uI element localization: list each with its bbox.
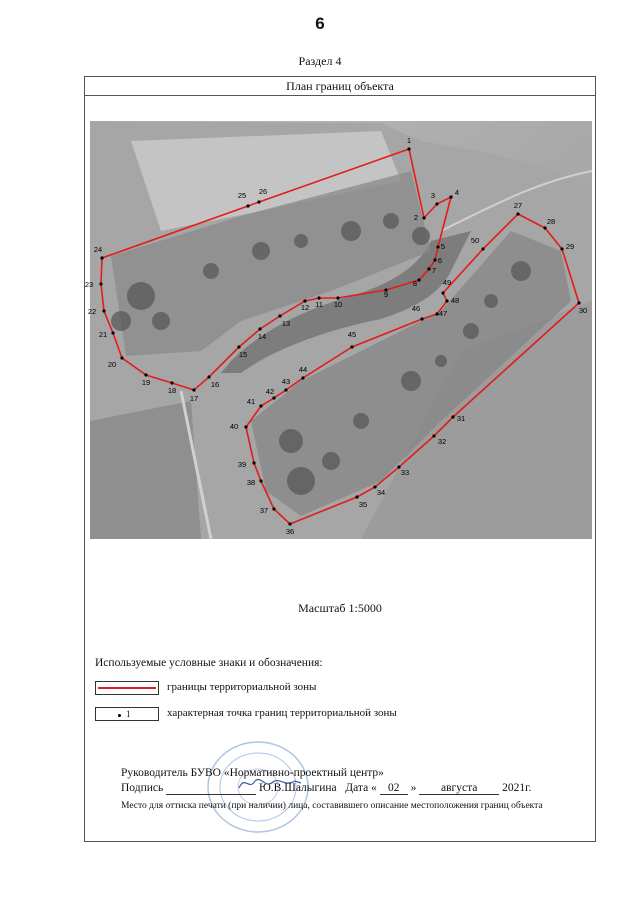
boundary-point-32 xyxy=(432,434,435,437)
boundary-point-label-35: 35 xyxy=(358,500,368,509)
boundary-point-6 xyxy=(433,258,436,261)
boundary-point-49 xyxy=(441,291,444,294)
boundary-point-label-45: 45 xyxy=(347,330,357,339)
boundary-point-42 xyxy=(272,396,275,399)
page-number: 6 xyxy=(315,14,325,33)
boundary-point-label-15: 15 xyxy=(238,350,248,359)
legend-point-sample: 1 xyxy=(126,709,131,719)
boundary-point-label-10: 10 xyxy=(333,300,343,309)
boundary-point-label-3: 3 xyxy=(430,191,436,200)
boundary-point-16 xyxy=(207,375,210,378)
boundary-point-36 xyxy=(288,522,291,525)
boundary-point-8 xyxy=(417,278,420,281)
boundary-point-label-41: 41 xyxy=(246,397,256,406)
legend-point-label: характерная точка границ территориальной зоны xyxy=(167,707,397,719)
boundary-point-50 xyxy=(481,247,484,250)
boundary-point-35 xyxy=(355,495,358,498)
boundary-point-17 xyxy=(192,388,195,391)
boundary-point-label-12: 12 xyxy=(300,303,310,312)
legend-title: Используемые условные знаки и обозначения: xyxy=(95,657,323,669)
legend-point-symbol xyxy=(95,707,159,721)
boundary-point-20 xyxy=(120,356,123,359)
boundary-point-31 xyxy=(451,415,454,418)
boundary-point-label-13: 13 xyxy=(281,319,291,328)
plan-title: План границ объекта xyxy=(85,77,595,96)
boundary-point-label-21: 21 xyxy=(98,330,108,339)
point-dot-icon xyxy=(118,714,121,717)
boundary-point-label-37: 37 xyxy=(259,506,269,515)
boundary-point-45 xyxy=(350,345,353,348)
signature-head: Руководитель БУВО «Нормативно-проектный центр» xyxy=(121,767,384,779)
date-label: Дата « xyxy=(345,782,377,794)
boundary-point-46 xyxy=(420,317,423,320)
stamp-note: Место для оттиска печати (при наличии) лица, составившего описание местоположения границ объекта xyxy=(121,801,543,811)
boundary-point-13 xyxy=(278,314,281,317)
boundary-point-label-46: 46 xyxy=(411,304,421,313)
boundary-point-5 xyxy=(436,245,439,248)
boundary-point-2 xyxy=(422,216,425,219)
boundary-point-48 xyxy=(445,299,448,302)
boundary-point-15 xyxy=(237,345,240,348)
boundary-point-label-8: 8 xyxy=(412,279,418,288)
boundary-point-14 xyxy=(258,327,261,330)
handwritten-signature xyxy=(235,773,305,793)
boundary-point-29 xyxy=(560,247,563,250)
boundary-point-40 xyxy=(244,425,247,428)
boundary-point-label-31: 31 xyxy=(456,414,466,423)
date-year: 2021г. xyxy=(502,782,532,794)
map-scale: Масштаб 1:5000 xyxy=(298,601,382,615)
boundary-point-4 xyxy=(449,195,452,198)
boundary-point-label-14: 14 xyxy=(257,332,267,341)
boundary-point-22 xyxy=(102,309,105,312)
boundary-point-label-20: 20 xyxy=(107,360,117,369)
date-month: августа xyxy=(419,782,499,795)
boundary-point-label-16: 16 xyxy=(210,380,220,389)
legend-boundary-symbol xyxy=(95,681,159,695)
boundary-point-18 xyxy=(170,381,173,384)
boundary-point-label-24: 24 xyxy=(93,245,103,254)
boundary-point-label-34: 34 xyxy=(376,488,386,497)
signer-name: Ю.В.Шалыгина xyxy=(258,782,337,794)
boundary-point-7 xyxy=(427,267,430,270)
boundary-point-label-22: 22 xyxy=(87,307,97,316)
boundary-point-label-4: 4 xyxy=(454,188,460,197)
legend-boundary-label: границы территориальной зоны xyxy=(167,681,317,693)
boundary-point-label-5: 5 xyxy=(440,242,446,251)
boundary-point-label-2: 2 xyxy=(413,213,419,222)
boundary-point-37 xyxy=(272,507,275,510)
boundary-point-28 xyxy=(543,226,546,229)
boundary-point-44 xyxy=(301,376,304,379)
boundary-point-label-36: 36 xyxy=(285,527,295,536)
boundary-point-label-6: 6 xyxy=(437,256,443,265)
boundary-point-label-19: 19 xyxy=(141,378,151,387)
boundary-point-27 xyxy=(516,212,519,215)
boundary-point-label-25: 25 xyxy=(237,191,247,200)
boundary-point-label-50: 50 xyxy=(470,236,480,245)
aerial-map xyxy=(84,121,592,539)
boundary-point-label-47: 47 xyxy=(438,309,448,318)
boundary-point-38 xyxy=(259,479,262,482)
signature-line xyxy=(121,782,531,795)
boundary-point-label-29: 29 xyxy=(565,242,575,251)
boundary-point-3 xyxy=(435,202,438,205)
boundary-point-19 xyxy=(144,373,147,376)
boundary-point-label-33: 33 xyxy=(400,468,410,477)
boundary-point-label-26: 26 xyxy=(258,187,268,196)
boundary-point-label-48: 48 xyxy=(450,296,460,305)
date-mid: » xyxy=(410,782,417,794)
sign-label: Подпись xyxy=(121,782,164,794)
boundary-point-26 xyxy=(257,200,260,203)
boundary-point-label-27: 27 xyxy=(513,201,523,210)
boundary-point-label-18: 18 xyxy=(167,386,177,395)
boundary-point-24 xyxy=(100,256,103,259)
boundary-point-label-9: 9 xyxy=(383,290,389,299)
boundary-point-label-42: 42 xyxy=(265,387,275,396)
section-title: Раздел 4 xyxy=(298,54,342,68)
boundary-point-label-11: 11 xyxy=(315,300,323,309)
boundary-point-39 xyxy=(252,461,255,464)
boundary-point-label-23: 23 xyxy=(84,280,94,289)
boundary-point-label-30: 30 xyxy=(578,306,588,315)
boundary-point-label-39: 39 xyxy=(237,460,247,469)
plan-frame xyxy=(84,76,596,842)
boundary-point-label-44: 44 xyxy=(298,365,308,374)
field-area xyxy=(90,401,201,539)
boundary-point-23 xyxy=(99,282,102,285)
boundary-point-21 xyxy=(111,331,114,334)
boundary-point-41 xyxy=(259,404,262,407)
boundary-point-30 xyxy=(577,301,580,304)
date-day: 02 xyxy=(380,782,408,795)
boundary-point-label-17: 17 xyxy=(189,394,199,403)
boundary-point-label-40: 40 xyxy=(229,422,239,431)
boundary-point-label-7: 7 xyxy=(431,266,437,275)
boundary-point-43 xyxy=(284,388,287,391)
boundary-point-label-38: 38 xyxy=(246,478,256,487)
boundary-point-25 xyxy=(246,204,249,207)
boundary-point-label-32: 32 xyxy=(437,437,447,446)
boundary-point-label-1: 1 xyxy=(406,136,412,145)
boundary-point-label-28: 28 xyxy=(546,217,556,226)
boundary-point-1 xyxy=(407,147,410,150)
boundary-point-label-49: 49 xyxy=(442,278,452,287)
boundary-point-label-43: 43 xyxy=(281,377,291,386)
